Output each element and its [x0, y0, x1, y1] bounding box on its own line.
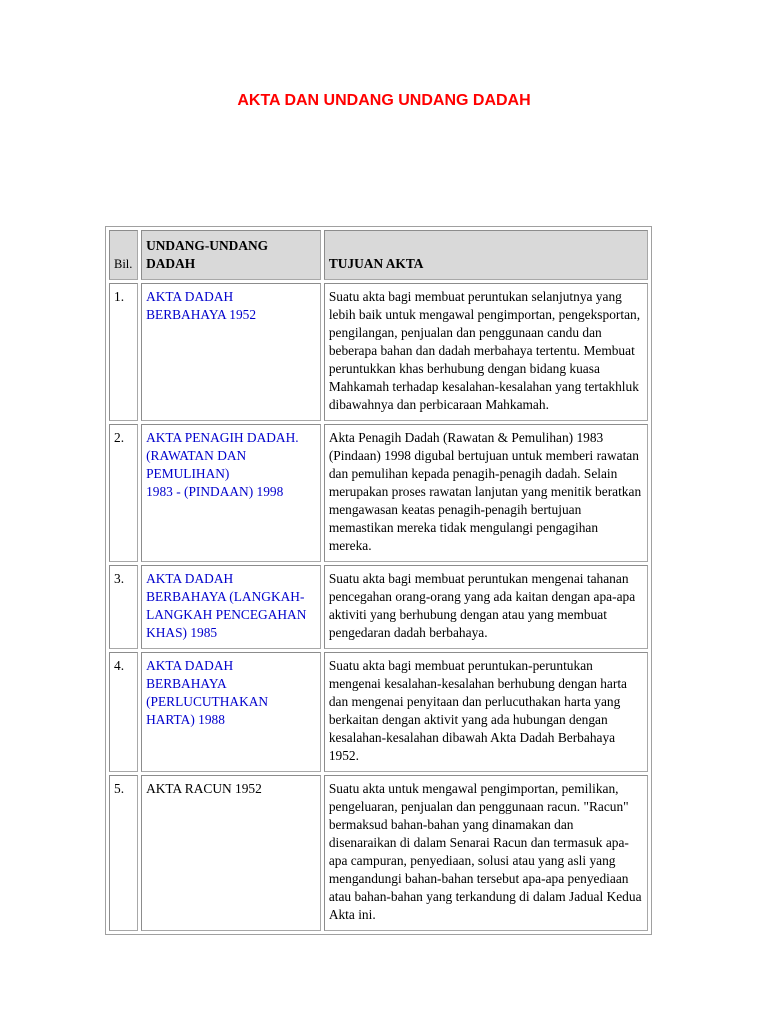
row-number: 1.	[109, 283, 138, 421]
table-header-row	[109, 230, 648, 280]
law-link[interactable]	[146, 657, 316, 729]
drug-law-table	[105, 226, 652, 935]
law-name-cell	[141, 283, 321, 421]
law-purpose: Suatu akta bagi membuat peruntukan-peruntukan mengenai kesalahan-kesalahan berhubung dengan harta dan mengenai penyitaan dan perlucuthakan harta yang berkaitan dengan aktivit yang ada hubungan dengan kesalahan-kesalahan dibawah Akta Dadah Berbahaya 1952.	[324, 652, 648, 772]
law-name-line: AKTA PENAGIH DADAH. (RAWATAN DAN PEMULIHAN)	[146, 430, 299, 481]
law-name-line: AKTA DADAH BERBAHAYA (LANGKAH-LANGKAH PENCEGAHAN KHAS) 1985	[146, 571, 307, 640]
page-title: AKTA DAN UNDANG UNDANG DADAH	[237, 92, 531, 109]
row-number: 4.	[109, 652, 138, 772]
law-name-line: AKTA DADAH BERBAHAYA 1952	[146, 289, 257, 322]
table-row	[109, 565, 648, 649]
table-row	[109, 283, 648, 421]
law-name-line: 1983 - (PINDAAN) 1998	[146, 484, 284, 499]
header-law: UNDANG-UNDANG DADAH	[141, 230, 321, 280]
law-purpose: Suatu akta bagi membuat peruntukan mengenai tahanan pencegahan orang-orang yang ada kaitan dengan apa-apa aktiviti yang berhubung dengan atau yang membuat pengedaran dadah berbahaya.	[324, 565, 648, 649]
law-name-text	[146, 780, 316, 798]
law-link[interactable]	[146, 570, 316, 642]
law-name-cell	[141, 565, 321, 649]
row-number: 5.	[109, 775, 138, 931]
law-name-cell	[141, 775, 321, 931]
law-name-line: AKTA DADAH BERBAHAYA (PERLUCUTHAKAN HARTA) 1988	[146, 658, 269, 727]
header-purpose: TUJUAN AKTA	[324, 230, 648, 280]
law-purpose: Akta Penagih Dadah (Rawatan & Pemulihan) 1983 (Pindaan) 1998 digubal bertujuan untuk memberi rawatan dan pemulihan kepada penagih-penagih dadah. Selain merupakan proses rawatan lanjutan yang menitik beratkan mengawasan keatas penagih-penagih bertujuan memastikan mereka tidak mengulangi pengagihan mereka.	[324, 424, 648, 562]
row-number: 3.	[109, 565, 138, 649]
law-purpose: Suatu akta untuk mengawal pengimportan, pemilikan, pengeluaran, penjualan dan penggunaan racun. "Racun" bermaksud bahan-bahan yang dinamakan dan disenaraikan di dalam Senarai Racun dan termasuk apa-apa campuran, penyediaan, solusi atau yang asli yang mengandungi bahan-bahan tersebut apa-apa penyediaan atau bahan-bahan yang terkandung di dalam Jadual Kedua Akta ini.	[324, 775, 648, 931]
header-bil: Bil.	[109, 230, 138, 280]
law-link[interactable]	[146, 429, 316, 501]
table-row	[109, 775, 648, 931]
table-row	[109, 652, 648, 772]
law-name-line: AKTA RACUN 1952	[146, 781, 262, 796]
table-row	[109, 424, 648, 562]
law-name-cell	[141, 652, 321, 772]
law-link[interactable]	[146, 288, 316, 324]
row-number: 2.	[109, 424, 138, 562]
law-purpose: Suatu akta bagi membuat peruntukan selanjutnya yang lebih baik untuk mengawal pengimportan, pengeksportan, pengilangan, penjualan dan penggunaan candu dan beberapa bahan dan dadah merbahaya tertentu. Membuat peruntukkan khas berhubung dengan bidang kuasa Mahkamah terhadap kesalahan-kesalahan yang tertakhluk dibawahnya dan perbicaraan Mahkamah.	[324, 283, 648, 421]
law-name-cell	[141, 424, 321, 562]
